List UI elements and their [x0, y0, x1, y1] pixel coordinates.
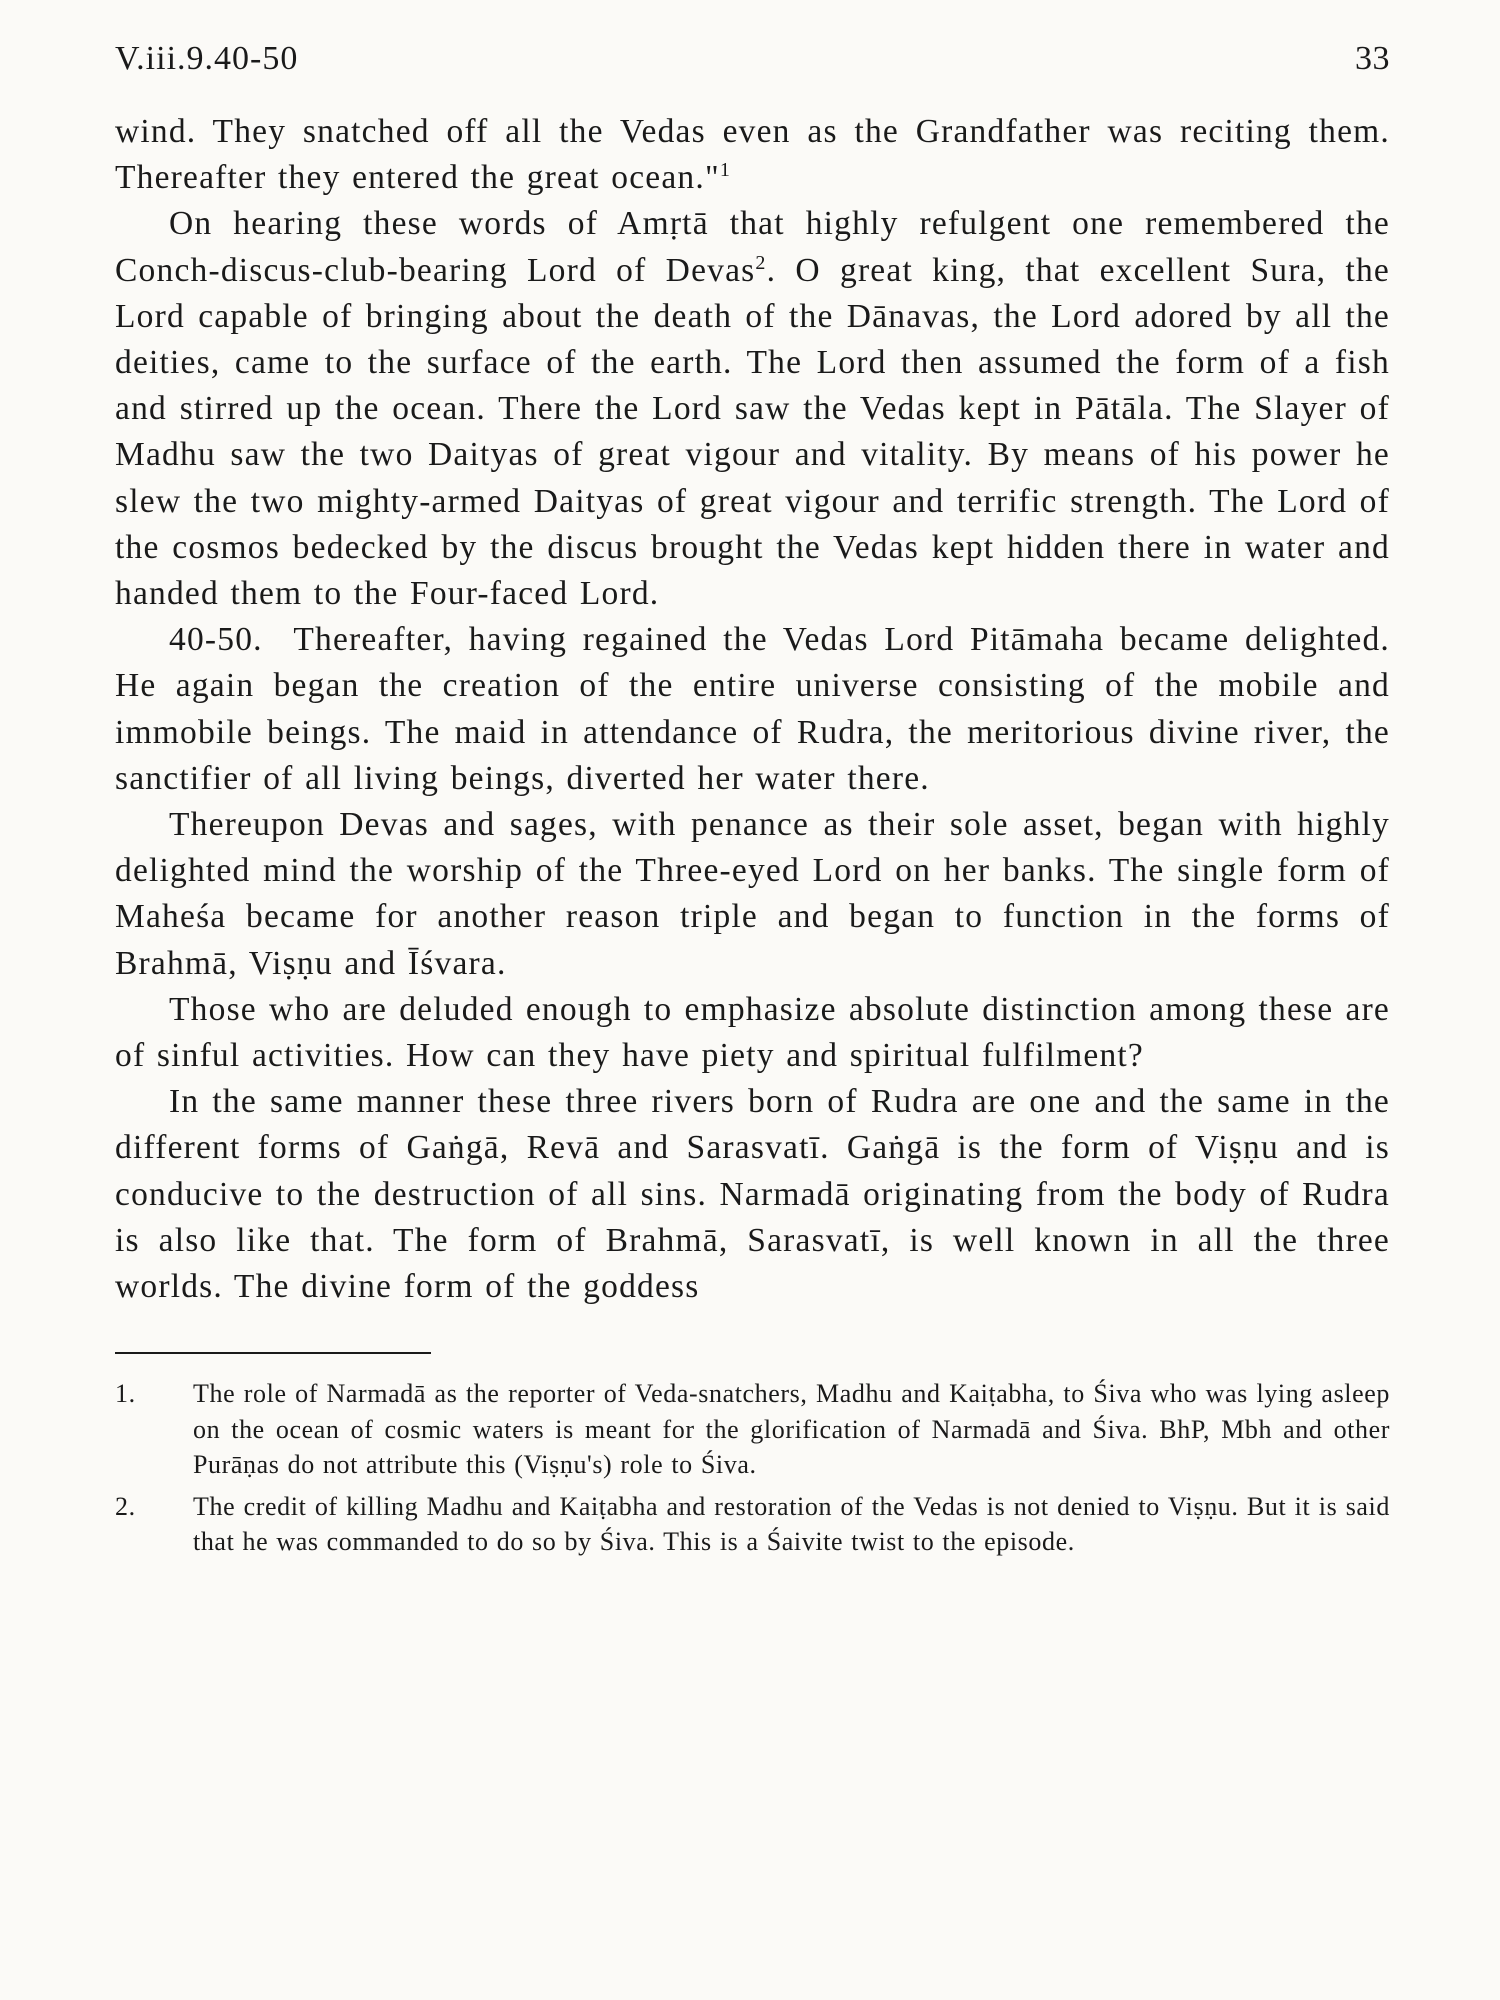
paragraph-1-text: wind. They snatched off all the Vedas even as the Grandfather was reciting them. Thereafter they entered the great ocean."	[115, 113, 1390, 197]
footnote-separator	[115, 1352, 431, 1354]
footnote-number: 2.	[115, 1491, 136, 1521]
footnote-1	[115, 1376, 1390, 1483]
paragraph-2-text-b: . O great king, that excellent Sura, the Lord capable of bringing about the death of the Dānavas, the Lord adored by all the deities, came to the surface of the earth. The Lord then assumed the form of a fish and stirred up the ocean. There the Lord saw the Vedas kept in Pātāla. The Slayer of Madhu saw the two Daityas of great vigour and vitality. By means of his power he slew the two mighty-armed Daityas of great vigour and terrific strength. The Lord of the cosmos bedecked by the discus brought the Vedas kept hidden there in water and handed them to the Four-faced Lord.	[115, 251, 1390, 613]
footnote-2	[115, 1489, 1390, 1560]
page-number: 33	[1355, 40, 1390, 77]
paragraph-1	[115, 109, 1390, 201]
footnote-text: The role of Narmadā as the reporter of Veda-snatchers, Madhu and Kaiṭabha, to Śiva who was lying asleep on the ocean of cosmic waters is meant for the glorification of Narmadā and Śiva. BhP, Mbh and other Purāṇas do not attribute this (Viṣṇu's) role to Śiva.	[193, 1379, 1390, 1480]
book-page	[115, 40, 1402, 1566]
footnote-ref-2: 2	[755, 251, 767, 274]
paragraph-2	[115, 201, 1390, 617]
paragraph-5: Those who are deluded enough to emphasize absolute distinction among these are of sinful activities. How can they have piety and spiritual fulfilment?	[115, 990, 1390, 1075]
paragraph-3: 40-50. Thereafter, having regained the Vedas Lord Pitāmaha became delighted. He again began the creation of the entire universe consisting of the mobile and immobile beings. The maid in attendance of Rudra, the meritorious divine river, the sanctifier of all living beings, diverted her water there.	[115, 621, 1402, 797]
footnote-ref-1: 1	[719, 159, 732, 182]
paragraph-4: Thereupon Devas and sages, with penance as their sole asset, began with highly delighted mind the worship of the Three-eyed Lord on her banks. The single form of Maheśa became for another reason triple and began to function in the forms of Brahmā, Viṣṇu and Īśvara.	[115, 806, 1390, 982]
main-text	[115, 109, 1402, 1310]
paragraph-6: In the same manner these three rivers born of Rudra are one and the same in the different forms of Gaṅgā, Revā and Sarasvatī. Gaṅgā is the form of Viṣṇu and is conducive to the destruction of all sins. Narmadā originating from the body of Rudra is also like that. The form of Brahmā, Sarasvatī, is well known in all the three worlds. The divine form of the goddess	[115, 1083, 1390, 1306]
footnote-text: The credit of killing Madhu and Kaiṭabha and restoration of the Vedas is not denied to Viṣṇu. But it is said that he was commanded to do so by Śiva. This is a Śaivite twist to the episode.	[193, 1491, 1390, 1557]
footnote-number: 1.	[115, 1379, 136, 1409]
running-header	[115, 40, 1390, 95]
paragraph-2-text-a: On hearing these words of Amṛtā that highly refulgent one remembered the Conch-discus-club-bearing Lord of Devas	[115, 205, 1390, 289]
footnotes	[115, 1376, 1390, 1560]
section-reference: V.iii.9.40-50	[115, 40, 299, 77]
